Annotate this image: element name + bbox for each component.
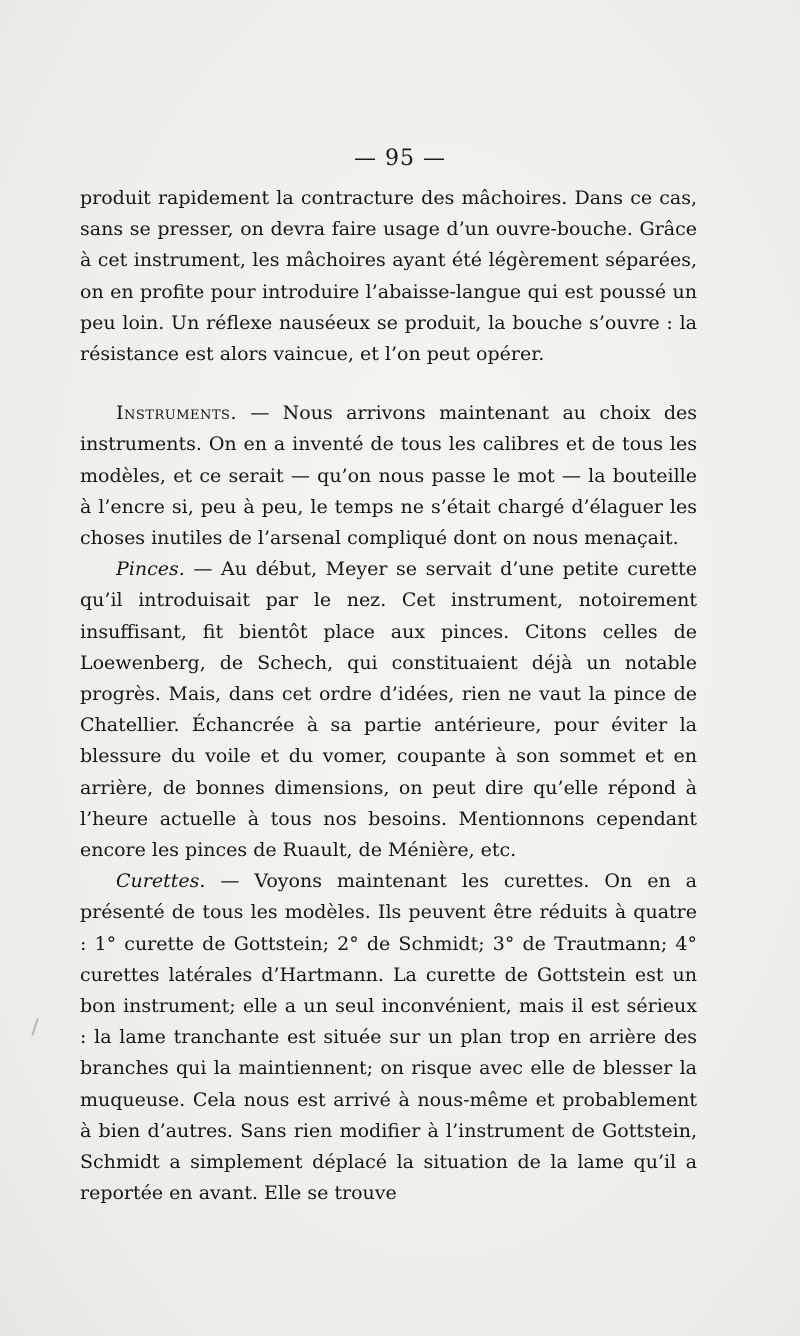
paragraph-pinces: [80, 554, 697, 866]
section-heading-instruments: Instruments.: [116, 402, 237, 425]
margin-mark: [31, 1018, 38, 1036]
paragraph-text: — Au début, Meyer se servait d’une petite curette qu’il introduisait par le nez. Cet instrument, notoirement insuffisant, fit bientôt place aux pinces. Citons celles de Loewenberg, de Schech, qui constituaient déjà un notable progrès. Mais, dans cet ordre d’idées, rien ne vaut la pince de Chatellier. Échancrée à sa partie antérieure, pour éviter la blessure du voile et du vomer, coupante à son sommet et en arrière, de bonnes dimensions, on peut dire qu’elle répond à l’heure actuelle à tous nos besoins. Mentionnons cependant encore les pinces de Ruault, de Ménière, etc.: [80, 558, 697, 862]
paragraph-instruments: [80, 398, 697, 554]
body-text: [80, 183, 697, 1210]
paragraph-continuation: [80, 183, 697, 370]
paragraph-text: — Nous arrivons maintenant au choix des instruments. On en a inventé de tous les calibres et de tous les modèles, et ce serait — qu’on nous passe le mot — la bouteille à l’encre si, peu à peu, le temps ne s’était chargé d’élaguer les choses inutiles de l’arsenal compliqué dont on nous menaçait.: [80, 402, 697, 550]
section-heading-pinces: Pinces.: [116, 558, 185, 581]
paragraph-text: produit rapidement la contracture des mâchoires. Dans ce cas, sans se presser, on devra faire usage d’un ouvre-bouche. Grâce à cet instrument, les mâchoires ayant été légèrement séparées, on en profite pour introduire l’abaisse-langue qui est poussé un peu loin. Un réflexe nauséeux se produit, la bouche s’ouvre : la résistance est alors vaincue, et l’on peut opérer.: [80, 187, 697, 366]
page-number: — 95 —: [354, 146, 446, 171]
section-heading-curettes: Curettes.: [116, 870, 206, 893]
paragraph-curettes: [80, 866, 697, 1209]
section-gap: [80, 370, 697, 398]
paragraph-text: — Voyons maintenant les curettes. On en a présenté de tous les modèles. Ils peuvent être réduits à quatre : 1° curette de Gottstein; 2° de Schmidt; 3° de Trautmann; 4° curettes latérales d’Hartmann. La curette de Gottstein est un bon instrument; elle a un seul inconvénient, mais il est sérieux : la lame tranchante est située sur un plan trop en arrière des branches qui la maintiennent; on risque avec elle de blesser la muqueuse. Cela nous est arrivé à nous-même et probablement à bien d’autres. Sans rien modifier à l’instrument de Gottstein, Schmidt a simplement déplacé la situation de la lame qu’il a reportée en avant. Elle se trouve: [80, 870, 697, 1205]
